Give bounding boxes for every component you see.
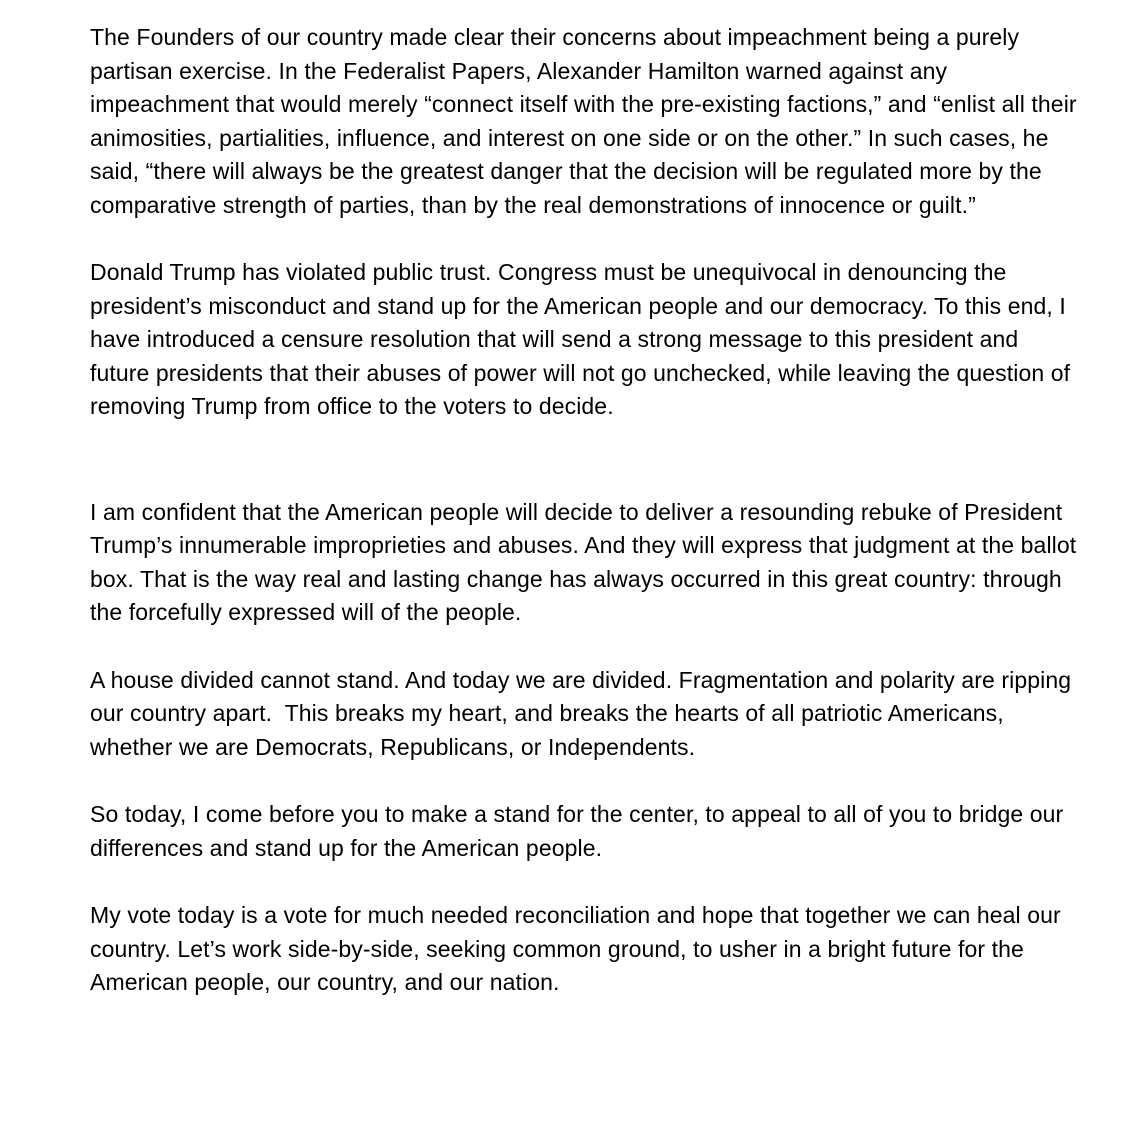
paragraph-house-divided: A house divided cannot stand. And today we are divided. Fragmentation and polarity are ripping our country apart. This breaks my heart, and breaks the hearts of all patriotic Americans, whether we are Democrats, Republicans, or Independents. [90,666,1078,760]
paragraph-ballot-box: I am confident that the American people will decide to deliver a resounding rebuke of President Trump’s innumerable improprieties and abuses. And they will express that judgment at the ballot box. That is the way real and lasting change has always occurred in this great country: through the forcefully expressed will of the people. [90,498,1083,625]
paragraph-stand-for-center: So today, I come before you to make a stand for the center, to appeal to all of you to bridge our differences and stand up for the American people. [90,801,1070,861]
paragraph-founders-impeachment: The Founders of our country made clear their concerns about impeachment being a purely partisan exercise. In the Federalist Papers, Alexander Hamilton warned against any impeachment that would merely “connect itself with the pre-existing factions,” and “enlist all their animosities, partialities, influence, and interest on one side or on the other.” In such cases, he said, “there will always be the greatest danger that the decision will be regulated more by the comparative strength of parties, than by the real demonstrations of innocence or guilt.” [90,24,1084,218]
paragraph-censure-resolution: Donald Trump has violated public trust. Congress must be unequivocal in denouncing the president’s misconduct and stand up for the American people and our democracy. To this end, I have introduced a censure resolution that will send a strong message to this president and future presidents that their abuses of power will not go unchecked, while leaving the question of removing Trump from office to the voters to decide. [90,259,1077,419]
paragraph-vote-reconciliation: My vote today is a vote for much needed reconciliation and hope that together we can heal our country. Let’s work side-by-side, seeking common ground, to usher in a bright future for the American people, our country, and our nation. [90,902,1068,995]
